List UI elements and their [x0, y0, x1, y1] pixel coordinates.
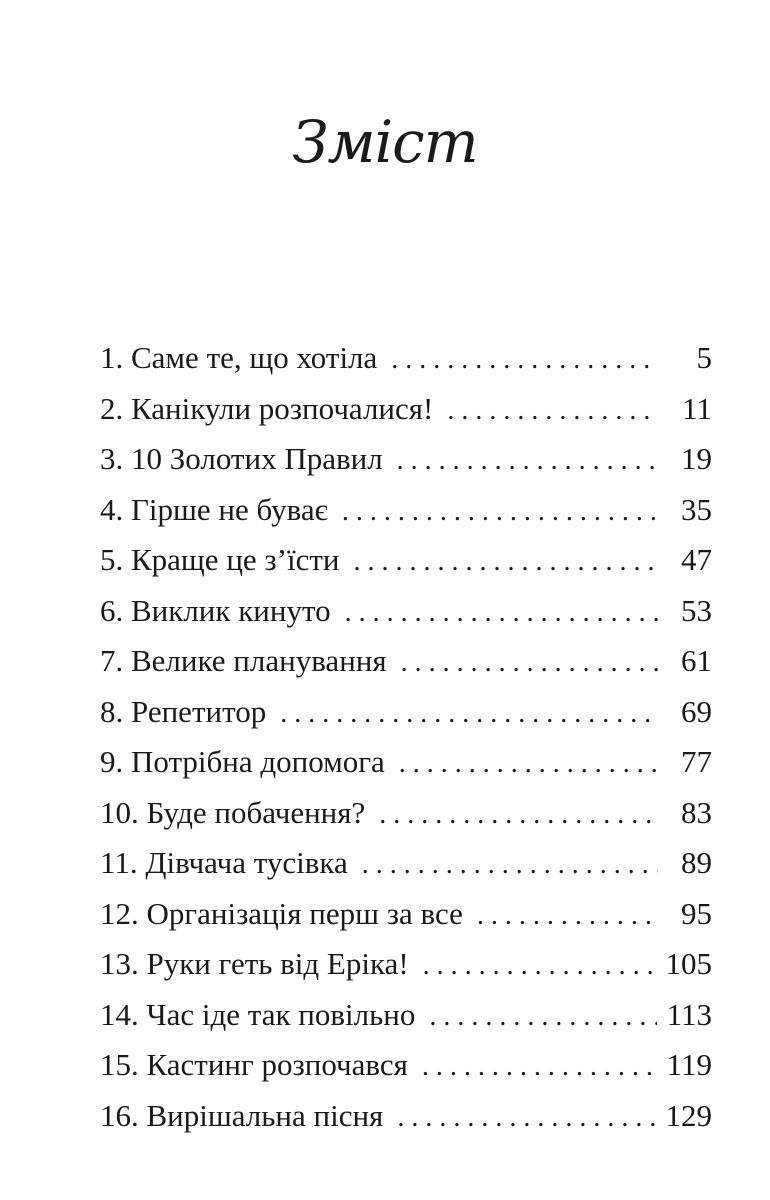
toc-entry-title: 14. Час іде так повільно: [100, 996, 416, 1032]
toc-entry-page: 61: [681, 643, 712, 678]
toc-entry[interactable]: [100, 990, 712, 1041]
toc-entry-title: 9. Потрібна допомога: [100, 744, 385, 779]
toc-entry-title: 16. Вирішальна пісня: [100, 1097, 384, 1133]
toc-entry[interactable]: [100, 838, 712, 889]
dot-leader: [362, 840, 658, 891]
toc-entry-page: 113: [666, 996, 712, 1032]
dot-leader: [354, 537, 659, 588]
toc-entry-title: 7. Велике планування: [100, 643, 387, 678]
table-of-contents: [100, 333, 712, 1141]
toc-entry[interactable]: [100, 1040, 712, 1091]
toc-entry-page: 5: [696, 340, 712, 375]
toc-entry-page: 53: [681, 592, 712, 628]
toc-entry[interactable]: [100, 586, 712, 637]
dot-leader: [429, 992, 656, 1043]
toc-entry[interactable]: [100, 889, 712, 940]
toc-entry[interactable]: [100, 788, 712, 839]
toc-entry-page: 19: [681, 441, 712, 476]
toc-entry-page: 11: [682, 390, 712, 426]
dot-leader: [379, 790, 658, 841]
toc-entry-page: 119: [666, 1047, 712, 1082]
dot-leader: [477, 891, 658, 942]
dot-leader: [391, 335, 658, 386]
toc-entry-title: 1. Саме те, що хотіла: [100, 340, 378, 375]
toc-entry-page: 35: [681, 491, 712, 527]
toc-entry-title: 13. Руки геть від Еріка!: [100, 946, 409, 981]
toc-entry-title: 11. Дівчача тусівка: [100, 845, 348, 880]
dot-leader: [342, 487, 658, 538]
toc-entry[interactable]: [100, 636, 712, 687]
dot-leader: [401, 638, 658, 689]
toc-entry-page: 129: [665, 1097, 712, 1133]
toc-entry-title: 12. Організація перш за все: [100, 895, 463, 931]
toc-entry-title: 6. Виклик кинуто: [100, 592, 331, 628]
toc-entry-title: 5. Краще це з’їсти: [100, 542, 340, 577]
toc-entry-page: 47: [681, 542, 712, 577]
toc-entry[interactable]: [100, 535, 712, 586]
dot-leader: [447, 386, 658, 437]
toc-entry[interactable]: [100, 1091, 712, 1142]
dot-leader: [422, 1042, 657, 1093]
dot-leader: [345, 588, 658, 639]
toc-entry-page: 77: [681, 744, 712, 779]
toc-entry[interactable]: [100, 939, 712, 990]
dot-leader: [397, 436, 658, 487]
page-title: Зміст: [292, 108, 478, 176]
toc-entry-page: 95: [681, 895, 712, 931]
dot-leader: [280, 689, 658, 740]
toc-entry[interactable]: [100, 434, 712, 485]
dot-leader: [397, 1093, 655, 1144]
toc-entry-title: 8. Репетитор: [100, 693, 267, 729]
toc-entry-title: 3. 10 Золотих Правил: [100, 441, 383, 476]
dot-leader: [423, 941, 656, 992]
toc-entry[interactable]: [100, 333, 712, 384]
toc-entry-title: 15. Кастинг розпочався: [100, 1047, 408, 1082]
dot-leader: [399, 739, 658, 790]
toc-entry-page: 83: [681, 794, 712, 830]
toc-entry-title: 2. Канікули розпочалися!: [100, 390, 434, 426]
toc-entry[interactable]: [100, 485, 712, 536]
toc-entry[interactable]: [100, 737, 712, 788]
toc-entry-page: 105: [665, 946, 712, 981]
toc-entry-page: 89: [681, 845, 712, 880]
toc-entry[interactable]: [100, 384, 712, 435]
toc-entry-title: 10. Буде побачення?: [100, 794, 366, 830]
toc-entry-page: 69: [681, 693, 712, 729]
toc-entry-title: 4. Гірше не буває: [100, 491, 328, 527]
toc-entry[interactable]: [100, 687, 712, 738]
